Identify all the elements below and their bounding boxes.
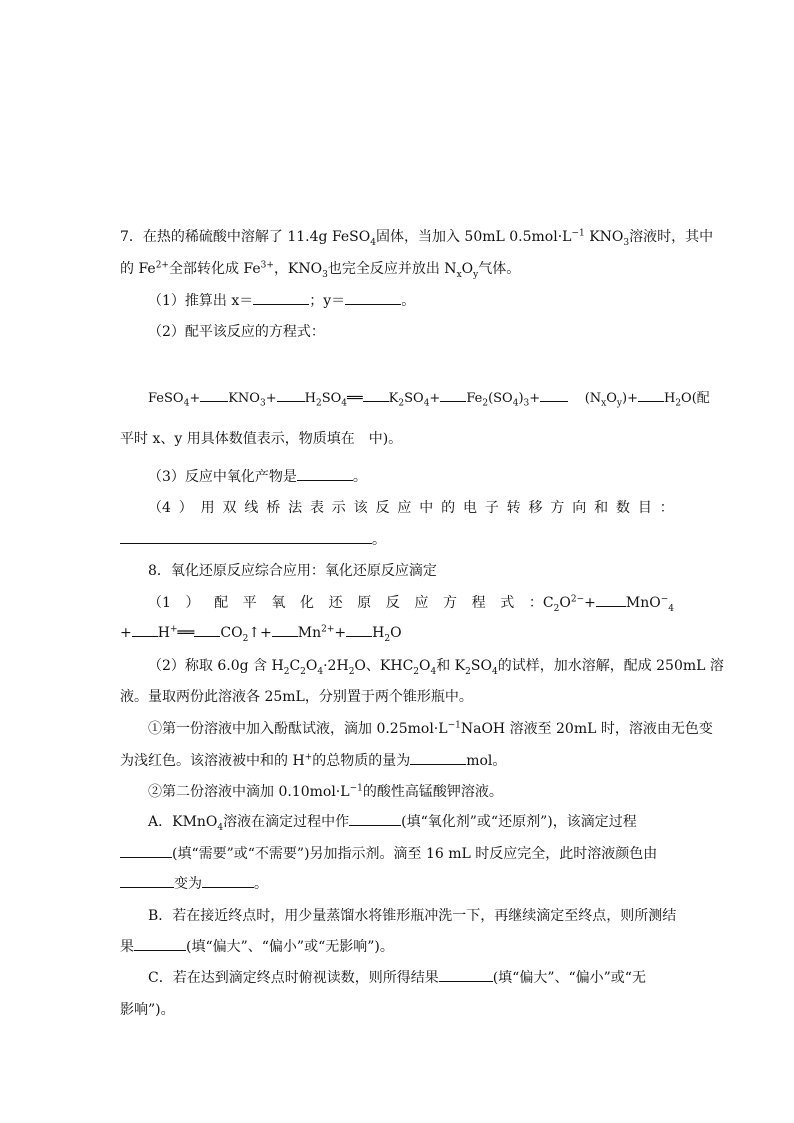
q8-p1-char: ） [185, 595, 200, 611]
coefficient-blank[interactable] [277, 389, 305, 402]
q8-p1-char: 配 [214, 595, 229, 611]
q7-p4-char: 转 [506, 500, 521, 516]
q8-part-1-equation: $C_2O^{2-}+ MnO^-_4$ [542, 594, 674, 614]
answer-blank-oxidation-product[interactable] [297, 468, 353, 481]
coefficient-blank[interactable] [272, 624, 298, 637]
q8-title: 8．氧化还原反应综合应用：氧化还原反应滴定 [148, 563, 437, 579]
q7-p4-char: 目 [637, 500, 652, 516]
answer-blank-C[interactable] [439, 969, 493, 982]
q7-p4-char: 向 [572, 500, 587, 516]
q7-p4-char: ： [659, 500, 674, 516]
q8-part-2-line-1: （2）称取 6.0g 含 $H_2C_2O_4\cdot 2H_2O$、$KHC_2O_4$和 $K_2SO_4$的试样，加水溶解，配成 250mL 溶 [148, 658, 724, 677]
coefficient-blank[interactable] [440, 389, 466, 402]
q8-B-line-2: 果 (填“偏大”、“偏小”或“无影响”)。 [120, 939, 394, 955]
answer-blank-indicator[interactable] [120, 845, 172, 858]
coefficient-blank[interactable] [596, 594, 626, 607]
answer-blank-agent[interactable] [349, 813, 401, 826]
coefficient-blank[interactable] [200, 389, 228, 402]
q7-part-2: （2）配平该反应的方程式： [148, 324, 325, 340]
q8-p1-char: 还 [328, 595, 343, 611]
q8-p1-char: 反 [385, 595, 400, 611]
q8-part-1 [148, 594, 674, 612]
q8-part-1-label [148, 594, 543, 612]
q8-part-2-line-2: 液。量取两份此溶液各 25mL，分别置于两个锥形瓶中。 [120, 689, 473, 705]
q7-p4-char: 反 [375, 500, 390, 516]
q7-equation: FeSO$_4$+ $KNO_3+$ $H_2SO_4══$ $K_2SO_4+ Fe_2(SO_4)_3+$ $(N_xO_y)+ H_2O$(配 [148, 391, 710, 409]
q8-p1-char: 平 [242, 595, 257, 611]
answer-blank-y[interactable] [345, 292, 401, 305]
q8-p1-char: 程 [471, 595, 486, 611]
q7-part-3: （3）反应中氧化产物是 。 [148, 469, 367, 485]
q7-p4-char: 桥 [266, 500, 281, 516]
q7-p4-char: 方 [550, 500, 565, 516]
answer-blank-B[interactable] [134, 938, 186, 951]
q7-p4-char: 法 [288, 500, 303, 516]
q7-p4-char: 的 [441, 500, 456, 516]
q7-p4-char: ） [178, 500, 193, 516]
q8-p1-char: 原 [357, 595, 372, 611]
q8-case-2: ②第二份溶液中滴加 $0.10mol\cdot L^{-1}$的酸性高锰酸钾溶液。 [148, 783, 503, 800]
q8-case-1-line-2: 为浅红色。该溶液被中和的 H+的总物质的量为 mol。 [120, 752, 507, 769]
q7-p4-char: 和 [594, 500, 609, 516]
q8-p1-char: 应 [414, 595, 429, 611]
q7-line-2: 的 $Fe^{2+}$全部转化成 $Fe^{3+}$，$KNO_3$也完全反应并放出 $N_xO_y$气体。 [120, 260, 521, 280]
q7-p4-char: 该 [353, 500, 368, 516]
q8-p1-char: 化 [299, 595, 314, 611]
q7-p4-char: 示 [331, 500, 346, 516]
q7-part-1: （1）推算出 x＝ ；y＝ 。 [148, 293, 416, 309]
q8-part-1-equation-2: + H+══ $CO_2↑+ Mn^{2+}+ H_2O$ [120, 624, 402, 644]
coefficient-blank[interactable] [540, 389, 568, 402]
q7-part-4-answer: 。 [120, 531, 386, 549]
coefficient-blank[interactable] [132, 624, 158, 637]
q7-p4-char: 数 [615, 500, 630, 516]
q8-C-line-1: C．若在达到滴定终点时俯视读数，则所得结果 (填“偏大”、“偏小”或“无 [148, 970, 646, 986]
coefficient-blank[interactable] [363, 389, 389, 402]
q7-line-1: 7．在热的稀硫酸中溶解了 11.4g FeSO$_4$固体，当加入 50mL $0.5mol\cdot L^{-1}$ $KNO_3$溶液时，其中 [120, 228, 714, 248]
q8-A-line-3: 变为 。 [120, 875, 268, 893]
answer-blank-color-from[interactable] [120, 875, 174, 888]
q7-p4-char: 子 [484, 500, 499, 516]
q7-p4-char: 线 [244, 500, 259, 516]
q7-p4-char: 应 [397, 500, 412, 516]
coefficient-blank[interactable] [346, 624, 372, 637]
q7-p4-char: 双 [222, 500, 237, 516]
q7-p4-char: 中 [419, 500, 434, 516]
q7-p4-char: （4 [148, 500, 171, 516]
q7-p4-char: 表 [309, 500, 324, 516]
answer-blank-color-to[interactable] [202, 875, 254, 888]
q8-p1-char: 式 [500, 595, 515, 611]
answer-blank-x[interactable] [253, 292, 309, 305]
q8-p1-char: 方 [443, 595, 458, 611]
q7-equation-note: 平时 x、y 用具体数值表示，物质填在 中)。 [120, 431, 403, 447]
q8-case-1-line-1: ①第一份溶液中加入酚酞试液，滴加 $0.25mol\cdot L^{-1}NaOH$ 溶液至 20mL 时，溶液由无色变 [148, 720, 713, 737]
q8-A-line-1: A．KMnO$_4$溶液在滴定过程中作 (填“氧化剂”或“还原剂”)，该滴定过程 [148, 814, 637, 833]
q8-C-line-2: 影响”)。 [120, 1002, 175, 1018]
q8-A-line-2: (填“需要”或“不需要”)另加指示剂。滴至 16 mL 时反应完全，此时溶液颜色由 [120, 845, 657, 863]
q7-p4-char: 电 [462, 500, 477, 516]
coefficient-blank[interactable] [638, 389, 664, 402]
q8-B-line-1: B．若在接近终点时，用少量蒸馏水将锥形瓶冲洗一下，再继续滴定至终点，则所测结 [148, 908, 677, 924]
q7-p4-char: 用 [200, 500, 215, 516]
answer-blank-moles[interactable] [410, 752, 466, 765]
q8-p1-char: 氧 [271, 595, 286, 611]
coefficient-blank[interactable] [194, 624, 220, 637]
q8-p1-char: ： [528, 595, 543, 611]
q8-p1-char: （1 [148, 595, 171, 611]
answer-blank-electron-transfer[interactable] [120, 531, 372, 544]
q7-part-4 [148, 499, 674, 517]
q7-p4-char: 移 [528, 500, 543, 516]
